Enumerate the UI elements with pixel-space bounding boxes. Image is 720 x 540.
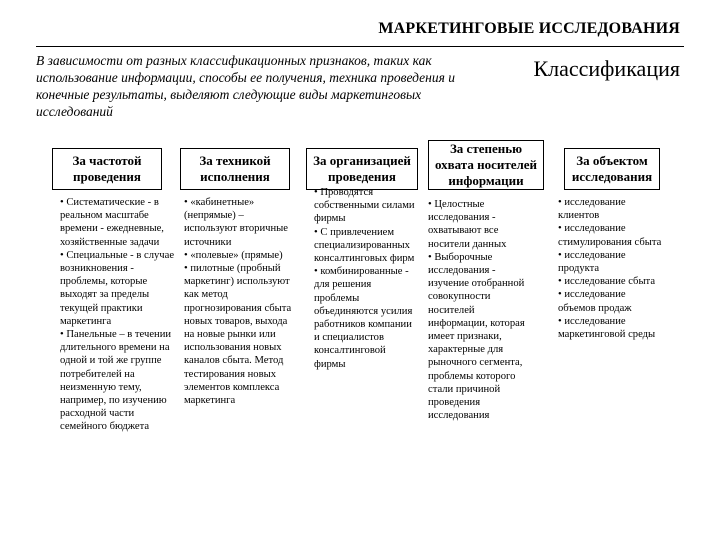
list-item: • комбинированные - для решения проблемы объединяются усилия работников компании и специалистов консалтинговой фирмы [314, 266, 413, 370]
page-title: МАРКЕТИНГОВЫЕ ИССЛЕДОВАНИЯ [378, 20, 680, 37]
intro-text: В зависимости от разных классификационных признаков, таких как использование информации, способы ее получения, техника проведения и конечные результаты, выделяют следующие виды маркетинговых исследований [36, 53, 456, 119]
list-item: • Панельные – в течении длительного времени на одной и той же группе потребителей на неизменную тему, например, по изучению расходной части семейного бюджета [60, 329, 172, 433]
header-organization: За организацией проведения [306, 148, 418, 190]
list-item: • С привлечением специализированных консалтинговых фирм [314, 226, 415, 265]
list-item: • исследование продукта [558, 249, 626, 275]
classification-label: Классификация [533, 56, 680, 81]
header-coverage: За степенью охвата носителей информации [428, 140, 544, 190]
header-technique: За техникой исполнения [180, 148, 290, 190]
column-technique [184, 196, 292, 407]
list-item: • исследование стимулирования сбыта [558, 223, 662, 248]
list-item: • исследование объемов продаж [558, 289, 632, 314]
list-item: • исследование сбыта [558, 276, 656, 288]
list-item: • «полевые» (прямые) [184, 249, 283, 261]
list-item: • Систематические - в реальном масштабе времени - ежедневные, хозяйственные задачи [60, 197, 164, 248]
column-frequency [60, 196, 178, 434]
title-divider [36, 46, 684, 47]
column-organization [314, 186, 418, 371]
list-item: • «кабинетные» (непрямые) – используют вторичные источники [184, 197, 288, 248]
header-object: За объектом исследования [564, 148, 660, 190]
column-object [558, 196, 662, 341]
list-item: • пилотные (пробный маркетинг) используют как метод прогнозирования сбыта новых товаров, выхода на новые рынки или использования новых каналов сбыта. Метод тестирования новых элементов комплекса маркетинга [184, 263, 292, 407]
list-item: • Специальные - в случае возникновения - проблемы, которые выходят за пределы текущей практики маркетинга [60, 249, 175, 327]
list-item: • Целостные исследования - охватывают все носители данных [428, 199, 507, 250]
header-frequency: За частотой проведения [52, 148, 162, 190]
column-coverage [428, 198, 536, 422]
list-item: • Проводятся собственными силами фирмы [314, 187, 415, 225]
list-item: • исследование клиентов [558, 197, 626, 222]
list-item: • Выборочные исследования - изучение отобранной совокупности носителей информации, которая имеет признаки, характерные для рыночного сегмента, проблемы которого стали причиной проведения исследования [428, 251, 525, 422]
list-item: • исследование маркетинговой среды [558, 315, 656, 341]
